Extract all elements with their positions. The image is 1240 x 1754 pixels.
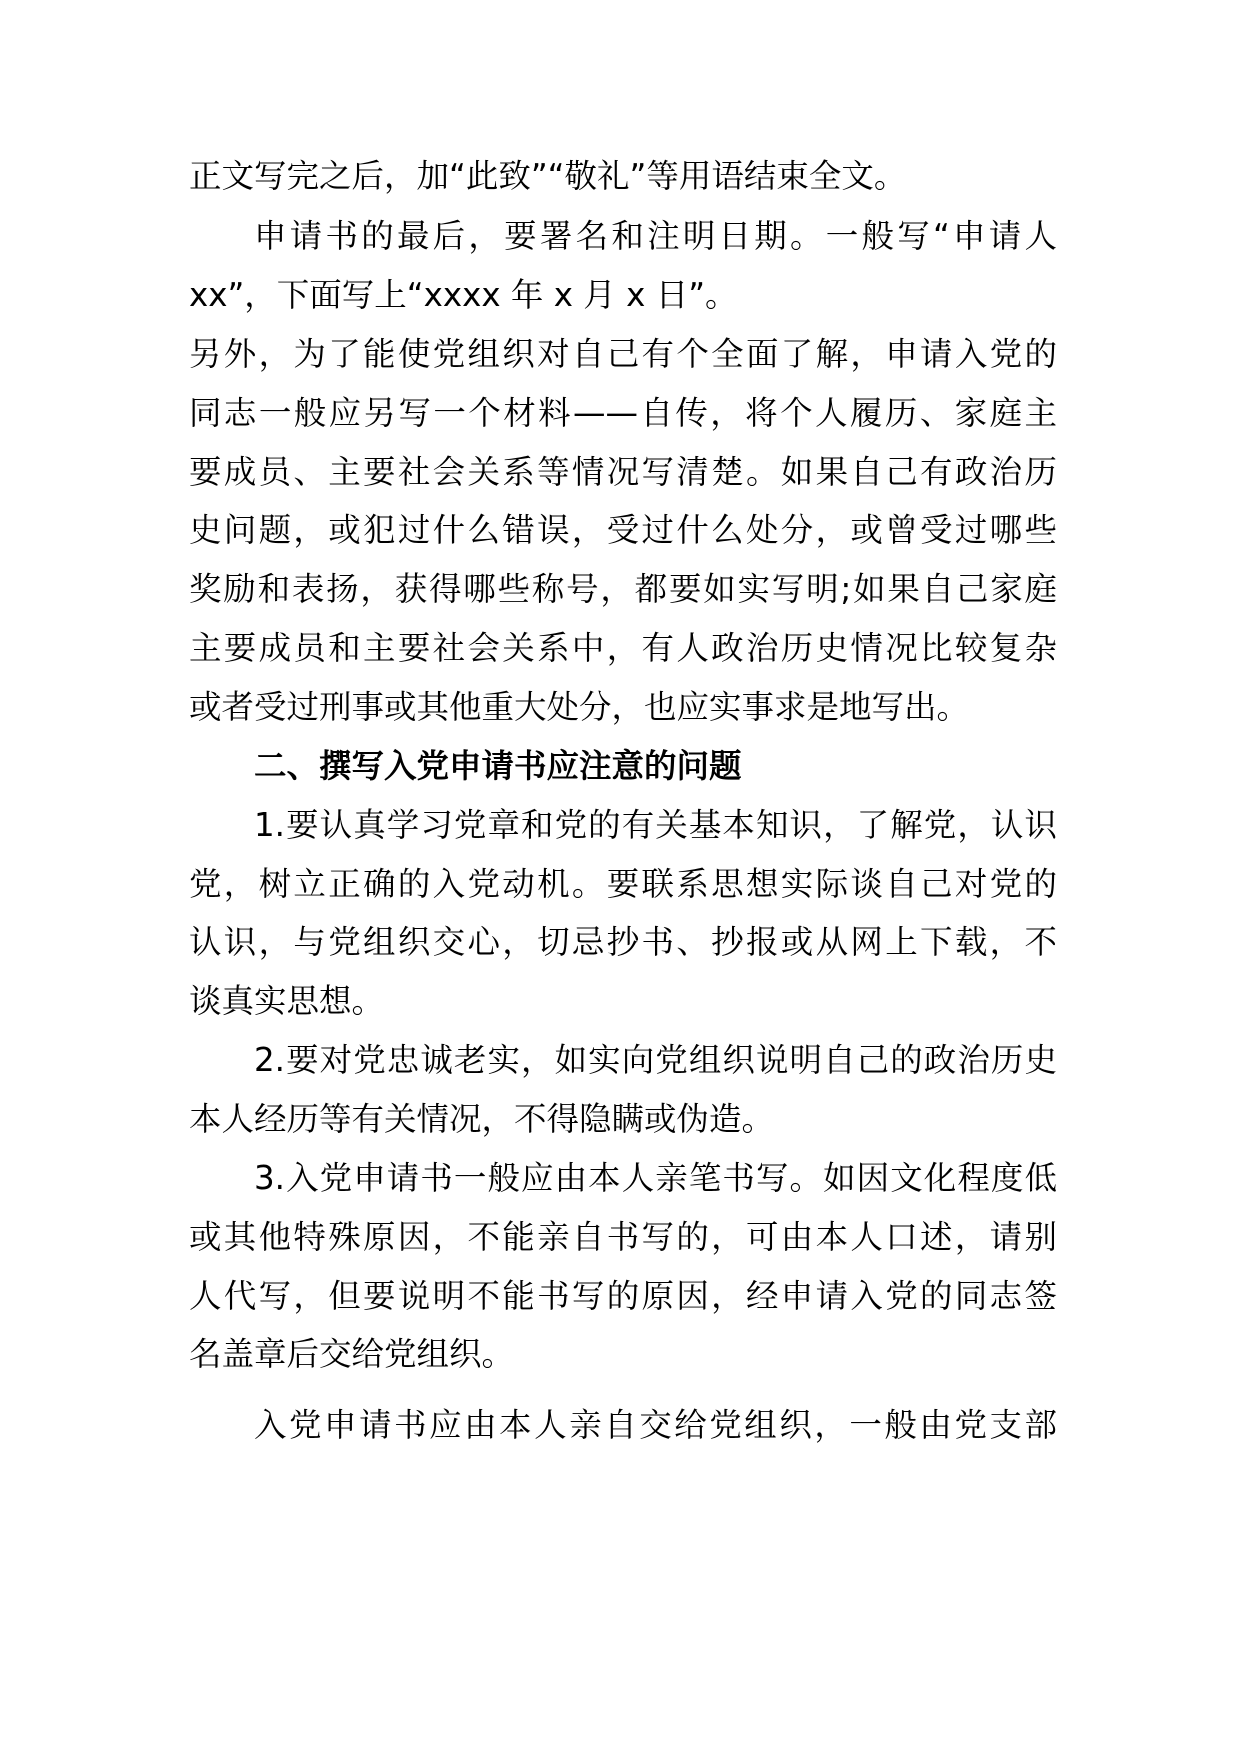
body-line: 或者受过刑事或其他重大处分，也应实事求是地写出。 xyxy=(189,688,970,726)
body-line: 或其他特殊原因，不能亲自书写的，可由本人口述，请别 xyxy=(189,1218,1057,1256)
paragraph-start-line: 入党申请书应由本人亲自交给党组织，一般由党支部 xyxy=(254,1406,1057,1444)
body-line: 党，树立正确的入党动机。要联系思想实际谈自己对党的 xyxy=(189,865,1057,903)
body-line: 本人经历等有关情况，不得隐瞒或伪造。 xyxy=(189,1100,775,1138)
body-line: 奖励和表扬，获得哪些称号，都要如实写明;如果自己家庭 xyxy=(189,570,1057,608)
body-line: 正文写完之后，加“此致”“敬礼”等用语结束全文。 xyxy=(189,157,907,195)
body-line: 名盖章后交给党组织。 xyxy=(189,1335,515,1373)
section-heading: 二、撰写入党申请书应注意的问题 xyxy=(254,747,742,785)
body-line: 史问题，或犯过什么错误，受过什么处分，或曾受过哪些 xyxy=(189,511,1057,549)
body-line: 谈真实思想。 xyxy=(189,982,385,1020)
paragraph-start-line: 3.入党申请书一般应由本人亲笔书写。如因文化程度低 xyxy=(254,1159,1057,1197)
body-line: 主要成员和主要社会关系中，有人政治历史情况比较复杂 xyxy=(189,629,1057,667)
paragraph-start-line: 另外，为了能使党组织对自己有个全面了解，申请入党的 xyxy=(189,335,1057,373)
paragraph-start-line: 申请书的最后，要署名和注明日期。一般写“申请人 xyxy=(254,217,1057,255)
body-line: 同志一般应另写一个材料——自传，将个人履历、家庭主 xyxy=(189,394,1057,432)
body-line: 人代写，但要说明不能书写的原因，经申请入党的同志签 xyxy=(189,1277,1057,1315)
paragraph-start-line: 1.要认真学习党章和党的有关基本知识，了解党，认识 xyxy=(254,806,1057,844)
paragraph-start-line: 2.要对党忠诚老实，如实向党组织说明自己的政治历史 xyxy=(254,1041,1057,1079)
body-line: 要成员、主要社会关系等情况写清楚。如果自己有政治历 xyxy=(189,453,1057,491)
body-line: xx”，下面写上“xxxx 年 x 月 x 日”。 xyxy=(189,276,738,314)
body-line: 认识，与党组织交心，切忌抄书、抄报或从网上下载，不 xyxy=(189,923,1057,961)
